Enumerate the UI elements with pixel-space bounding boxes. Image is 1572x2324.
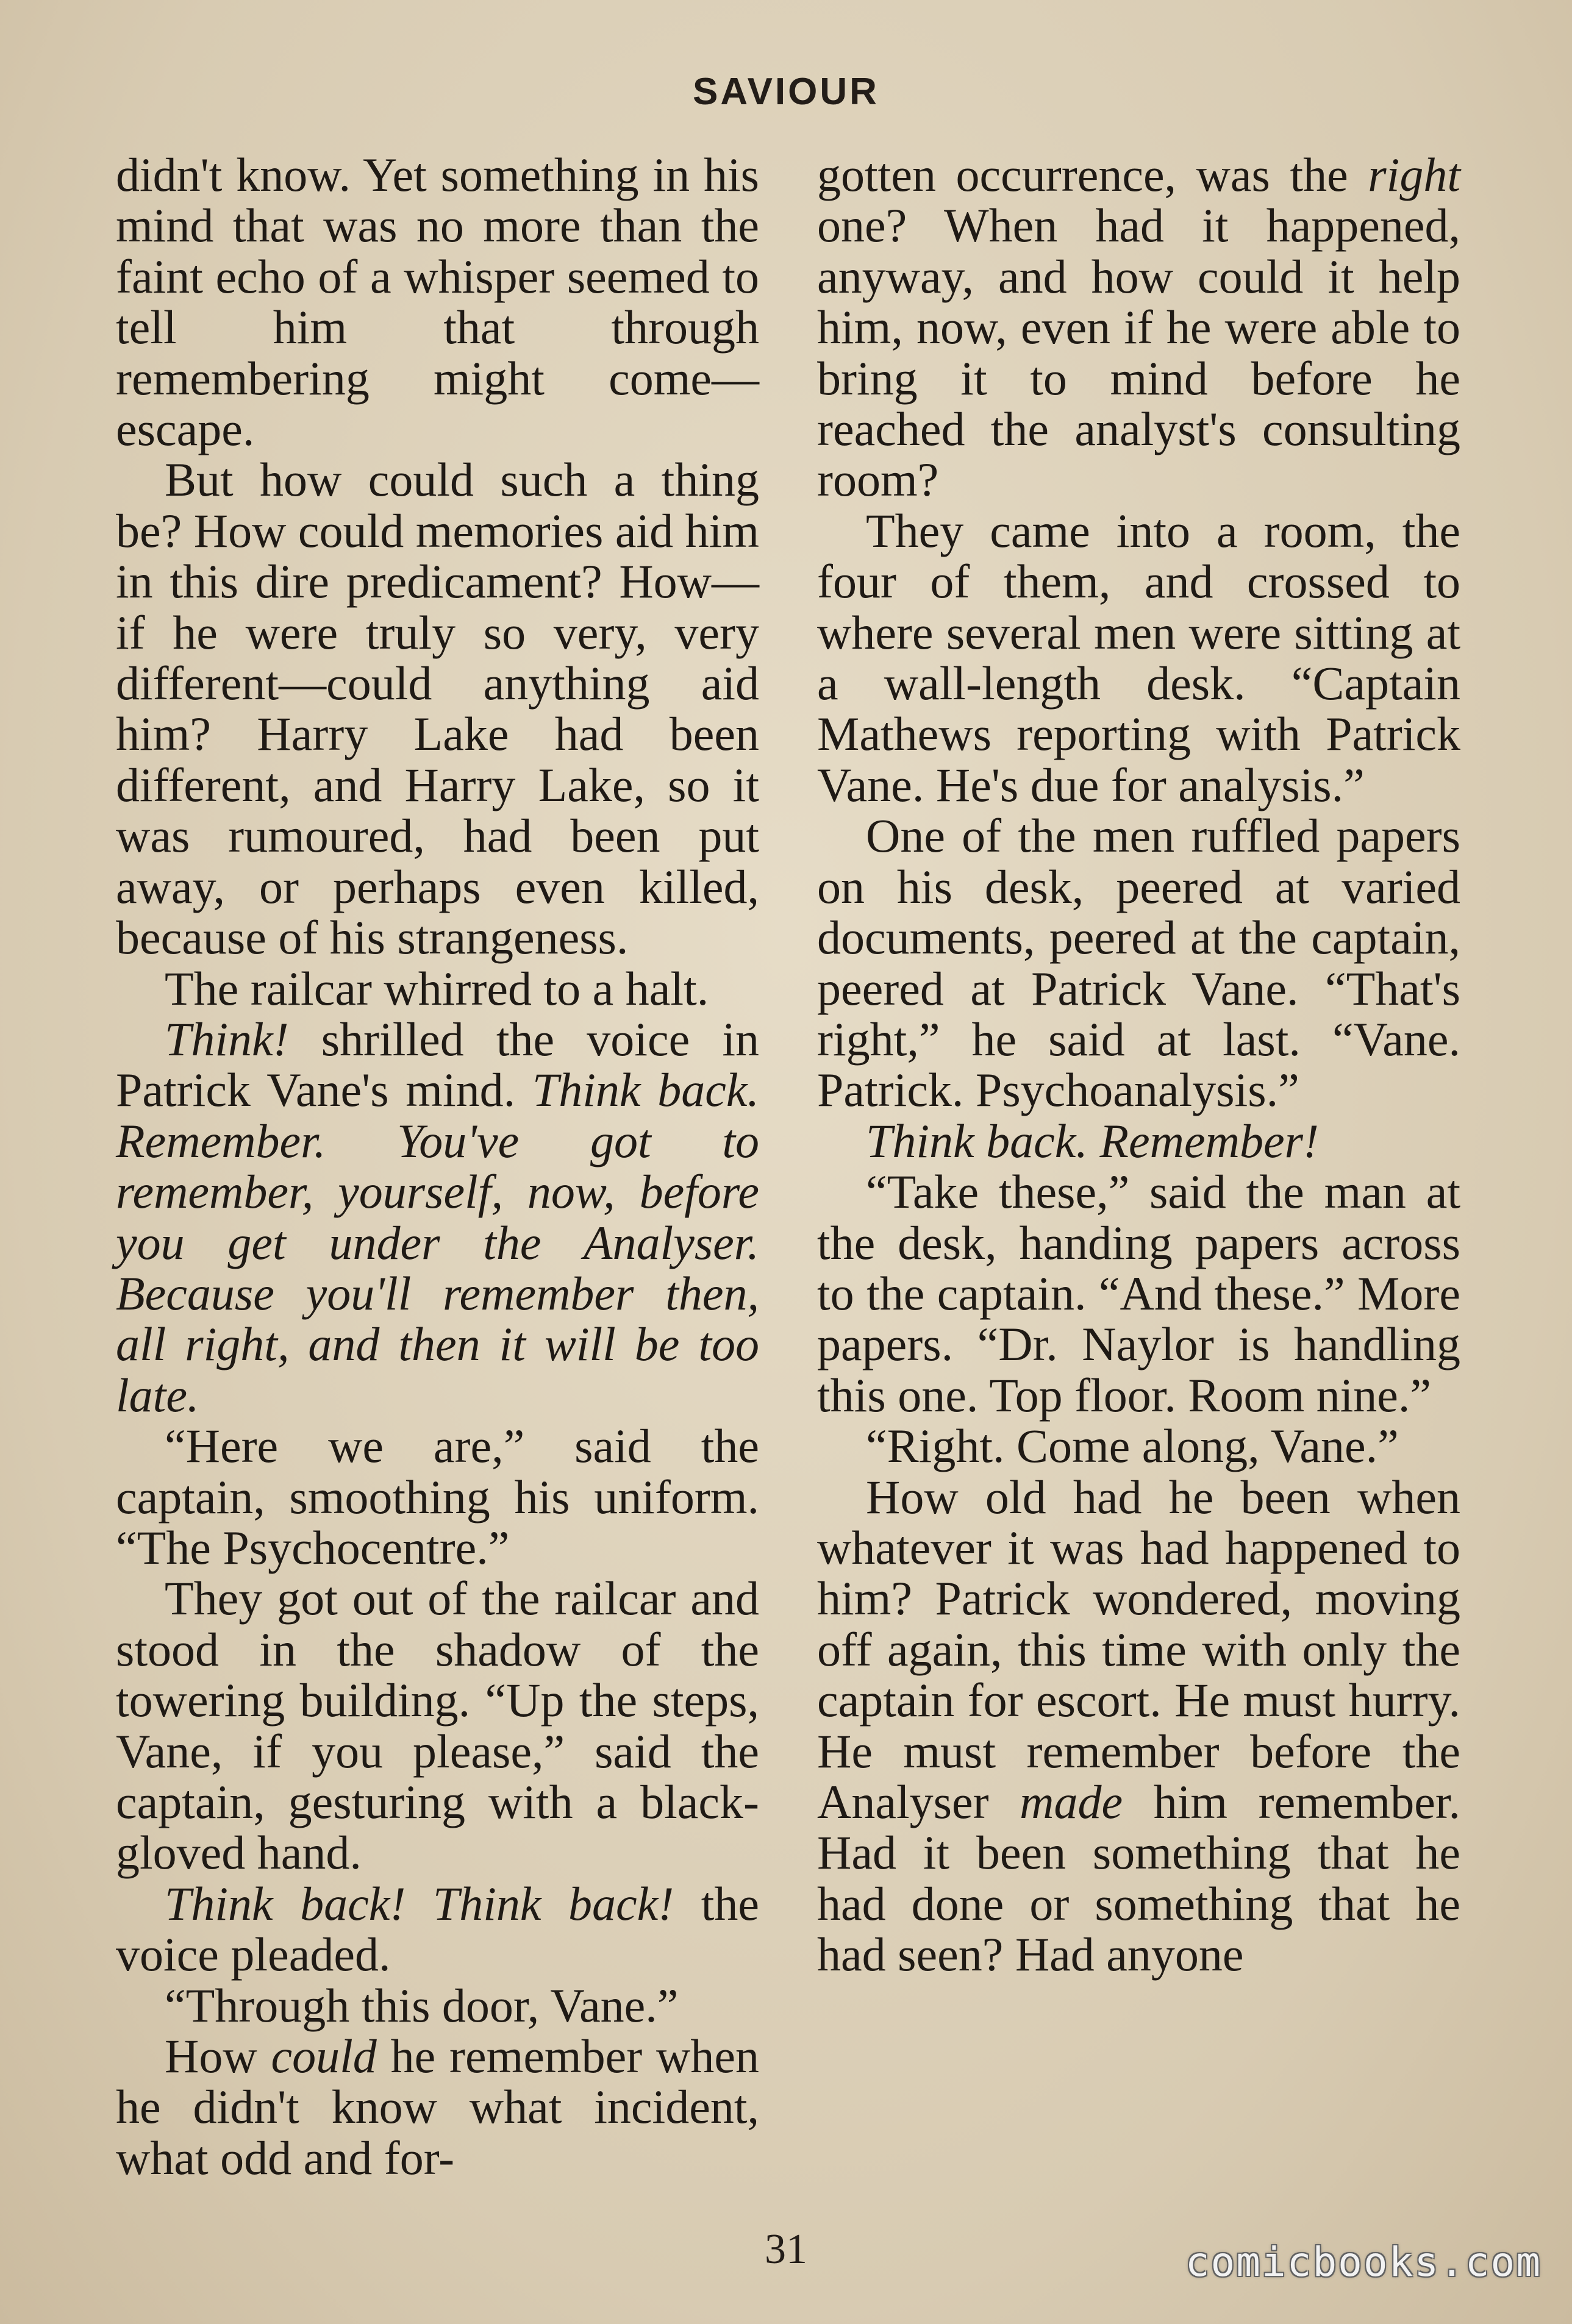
text: shrilled the voice in Patrick Vane's mind. xyxy=(116,1012,759,1117)
paragraph: They came into a room, the four of them, and crossed to where several men were sitting at a wall-length desk. “Captain Mathews reporting with Patrick Vane. He's due for analysis.” xyxy=(817,504,1460,811)
paragraph: They got out of the railcar and stood in the shadow of the towering building. “Up the steps, Vane, if you please,” said the captain, gesturing with a black-gloved hand. xyxy=(116,1572,759,1880)
left-column xyxy=(116,149,759,2183)
paragraph xyxy=(817,1116,1460,1166)
paragraph: The railcar whirred to a halt. xyxy=(165,961,709,1015)
paragraph: “Right. Come along, Vane.” xyxy=(866,1419,1399,1473)
running-title: SAVIOUR xyxy=(693,71,879,113)
page-number: 31 xyxy=(765,2226,807,2273)
paragraph: didn't know. Yet something in his mind that was no more than the faint echo of a whisper seemed to tell him that through remembering might come—escape. xyxy=(116,148,759,456)
paragraph: “Through this door, Vane.” xyxy=(165,1978,679,2032)
italic-text: Think back. Remember! xyxy=(866,1114,1319,1167)
paragraph: One of the men ruffled papers on his desk, peered at varied documents, peered at the captain, peered at Patrick Vane. “That's right,” he said at last. “Vane. Patrick. Psychoanalysis.” xyxy=(817,809,1460,1117)
italic-text: Think back! Think back! xyxy=(165,1877,674,1930)
paragraph: “Take these,” said the man at the desk, handing papers across to the captain. “And these.” More papers. “Dr. Naylor is handling this one. Top floor. Room nine.” xyxy=(817,1165,1460,1422)
italic-text: Think! xyxy=(165,1012,289,1066)
paragraph xyxy=(817,1472,1460,1980)
text: he remember when he didn't know what incident, what odd and for- xyxy=(116,2030,759,2184)
italic-text: made xyxy=(1020,1775,1123,1828)
text: How xyxy=(165,2030,271,2083)
paragraph: But how could such a thing be? How could memories aid him in this dire predicament? How—if he were truly so very, very different—could anything aid him? Harry Lake had been different, and Harry Lake, so it was rumoured, had been put away, or perhaps even killed, because of his strangeness. xyxy=(116,453,759,964)
paragraph xyxy=(817,149,1460,505)
text: the voice pleaded. xyxy=(116,1877,759,1981)
watermark: comicbooks.com xyxy=(1185,2239,1542,2286)
text: one? When had it happened, anyway, and how could it help him, now, even if he were able to bring it to mind before he reached the analyst's consulting room? xyxy=(817,199,1460,507)
text: How old had he been when whatever it was had happened to him? Patrick wondered, moving off again, this time with only the captain for escort. He must hurry. He must remember before the Analyser xyxy=(817,1470,1460,1828)
text: him remember. Had it been something that he had done or something that he had seen? Had anyone xyxy=(817,1775,1460,1981)
right-column xyxy=(817,149,1460,1980)
italic-text: right xyxy=(1368,148,1460,201)
paragraph xyxy=(116,2031,759,2183)
paragraph xyxy=(116,1878,759,1980)
italic-text: could xyxy=(271,2030,377,2083)
paragraph xyxy=(116,1014,759,1420)
text: gotten occurrence, was the xyxy=(817,148,1368,201)
paragraph: “Here we are,” said the captain, smoothing his uniform. “The Psychocentre.” xyxy=(116,1419,759,1574)
italic-text: Think back. Remember. You've got to remember, yourself, now, before you get under the Analyser. Because you'll remember then, all right, and then it will be too late. xyxy=(116,1063,759,1422)
